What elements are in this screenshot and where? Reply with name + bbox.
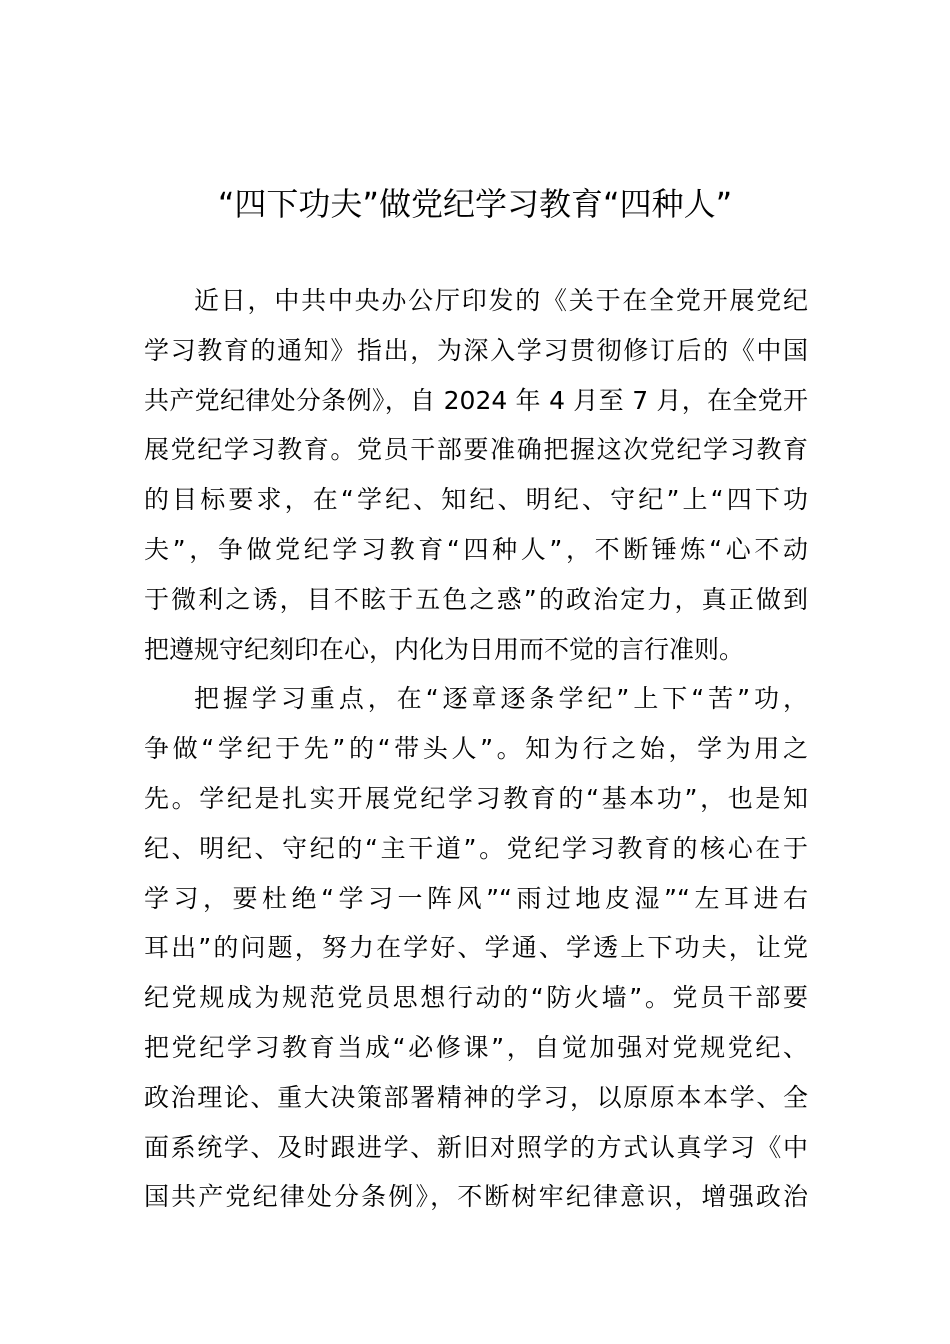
paragraph-2-line: 先。学纪是扎实开展党纪学习教育的“基本功”，也是知 xyxy=(144,783,808,813)
paragraph-2-line: 政治理论、重大决策部署精神的学习，以原原本本学、全 xyxy=(144,1082,808,1112)
paragraph-1-line: 共产党纪律处分条例》，自 2024 年 4 月至 7 月，在全党开 xyxy=(144,385,808,415)
paragraph-1-line: 于微利之诱，目不眩于五色之惑”的政治定力，真正做到 xyxy=(144,584,808,614)
paragraph-1-line: 展党纪学习教育。党员干部要准确把握这次党纪学习教育 xyxy=(144,435,808,465)
paragraph-2-line: 纪党规成为规范党员思想行动的“防火墙”。党员干部要 xyxy=(144,983,808,1013)
paragraph-1-line: 的目标要求，在“学纪、知纪、明纪、守纪”上“四下功 xyxy=(144,485,808,515)
document-title: “四下功夫”做党纪学习教育“四种人” xyxy=(217,185,733,223)
paragraph-1-line: 把遵规守纪刻印在心，内化为日用而不觉的言行准则。 xyxy=(144,634,745,664)
paragraph-2-line: 国共产党纪律处分条例》，不断树牢纪律意识，增强政治 xyxy=(144,1182,808,1212)
paragraph-1-line: 夫”，争做党纪学习教育“四种人”，不断锤炼“心不动 xyxy=(144,534,808,564)
paragraph-2-line: 面系统学、及时跟进学、新旧对照学的方式认真学习《中 xyxy=(144,1132,808,1162)
paragraph-1-line: 学习教育的通知》指出，为深入学习贯彻修订后的《中国 xyxy=(144,335,808,365)
paragraph-2-line: 把党纪学习教育当成“必修课”，自觉加强对党规党纪、 xyxy=(144,1032,808,1062)
paragraph-2-line: 争做“学纪于先”的“带头人”。知为行之始，学为用之 xyxy=(144,734,808,764)
document-body xyxy=(144,276,808,1222)
paragraph-2-line: 耳出”的问题，努力在学好、学通、学透上下功夫，让党 xyxy=(144,933,808,963)
paragraph-2-line: 把握学习重点，在“逐章逐条学纪”上下“苦”功， xyxy=(194,684,808,714)
paragraph-1-line: 近日，中共中央办公厅印发的《关于在全党开展党纪 xyxy=(194,286,808,315)
paragraph-2-line: 学习，要杜绝“学习一阵风”“雨过地皮湿”“左耳进右 xyxy=(144,883,808,913)
paragraph-2-line: 纪、明纪、守纪的“主干道”。党纪学习教育的核心在于 xyxy=(144,833,808,863)
